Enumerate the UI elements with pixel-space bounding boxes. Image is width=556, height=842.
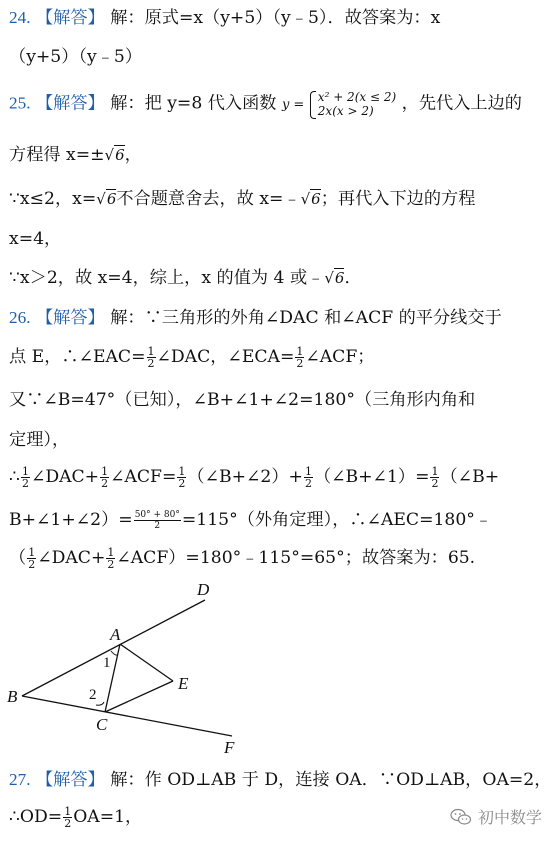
label-b: B (7, 687, 18, 706)
q25-line-5 (9, 267, 550, 289)
q26-text-5e: （∠B+∠1）= (313, 467, 430, 487)
q27-line-1 (9, 769, 550, 791)
fraction-half: $\frac{1}{2}$ (431, 465, 439, 490)
q26-text-5a: ∴ (9, 467, 20, 487)
sqrt-6: √6 (104, 146, 125, 164)
q26-text-6a: B+∠1+∠2）= (9, 510, 133, 530)
fraction-half: $\frac{1}{2}$ (64, 805, 72, 830)
q25-text-4: x=4， (9, 229, 62, 249)
q27-text-2b: OA=1， (73, 807, 143, 827)
q26-text-5c: ∠ACF= (110, 467, 177, 487)
q26-line-5 (9, 466, 550, 489)
q25-line-1 (9, 90, 550, 118)
q25-case-2: 2x(x > 2) (317, 104, 374, 118)
q26-text-6b: =115°（外角定理），∴∠AEC=180°﹣ (181, 510, 493, 530)
q26-text-7a: （ (9, 548, 27, 568)
label-1: 1 (103, 655, 111, 671)
q25-number: 25. (9, 93, 31, 113)
q25-line-4 (9, 228, 550, 250)
sqrt-6: √6 (96, 190, 117, 208)
q24-text-1: 解：原式=x（y+5）（y﹣5）．故答案为：x (110, 8, 441, 28)
q26-answer-tag: 【解答】 (35, 308, 105, 328)
watermark-text: 初中数学 (477, 808, 542, 827)
q26-text-4: 定理）， (9, 430, 70, 450)
q24-number: 24. (9, 8, 31, 27)
q24-answer-tag: 【解答】 (35, 8, 105, 28)
label-a: A (110, 625, 121, 644)
q26-line-3 (9, 389, 550, 411)
fraction-half: $\frac{1}{2}$ (101, 465, 109, 490)
q25-text-3a: ∵x≤2，x= (9, 189, 97, 209)
label-2: 2 (89, 687, 97, 703)
q26-line-4 (9, 429, 550, 451)
angle-arc-1 (111, 651, 118, 655)
q25-text-2a: 方程得 x=± (9, 145, 105, 165)
q25-text-3c: ；再代入下边的方程 (320, 189, 476, 209)
q24-line-2 (9, 46, 550, 68)
q26-text-5b: ∠DAC+ (30, 467, 100, 487)
label-d: D (197, 580, 210, 599)
segment-ae (120, 644, 173, 681)
q27-text-1: 解：作 OD⊥AB 于 D，连接 OA．∵OD⊥AB，OA=2， (110, 770, 552, 790)
q26-text-3: 又∵∠B=47°（已知），∠B+∠1+∠2=180°（三角形内角和 (9, 390, 476, 410)
sqrt-6: √6 (324, 269, 345, 287)
q27-answer-tag: 【解答】 (35, 770, 105, 790)
label-c: C (96, 715, 108, 734)
fraction-half: $\frac{1}{2}$ (178, 465, 186, 490)
fraction-half: $\frac{1}{2}$ (147, 345, 155, 370)
wechat-icon (450, 808, 472, 826)
q24-line-1 (9, 7, 550, 29)
q26-text-1: 解：∵三角形的外角∠DAC 和∠ACF 的平分线交于 (110, 308, 502, 328)
watermark (450, 805, 542, 828)
q25-line-3 (9, 188, 550, 210)
segment-ce (105, 681, 173, 712)
brace-icon (310, 91, 316, 119)
triangle-figure (0, 578, 556, 760)
fraction-half: $\frac{1}{2}$ (107, 546, 115, 571)
q25-text-2b: ， (124, 145, 142, 165)
q26-text-7c: ∠ACF）=180°﹣115°=65°；故答案为：65. (116, 548, 476, 568)
q26-line-2 (9, 346, 550, 369)
q25-piecewise-function (310, 90, 396, 118)
q25-line-2 (9, 144, 550, 166)
q26-text-5d: （∠B+∠2）+ (187, 467, 303, 487)
fraction-angle-sum: $\frac{50^\circ + 80^\circ}{2}$ (134, 510, 180, 531)
q26-line-1 (9, 307, 550, 329)
angle-arc-2 (96, 702, 104, 705)
q26-line-7 (9, 547, 550, 570)
q26-text-5f: （∠B+ (440, 467, 500, 487)
fraction-half: $\frac{1}{2}$ (21, 465, 29, 490)
q25-case-1: x² + 2(x ≤ 2) (317, 90, 397, 104)
fraction-half: $\frac{1}{2}$ (296, 345, 304, 370)
q25-func-y: y = (281, 97, 305, 113)
q26-number: 26. (9, 308, 31, 327)
q26-line-6 (9, 509, 550, 531)
q26-text-2a: 点 E，∴∠EAC= (9, 347, 146, 367)
fraction-half: $\frac{1}{2}$ (304, 465, 312, 490)
q25-text-5b: ． (344, 268, 362, 288)
label-f: F (224, 738, 235, 757)
q27-number: 27. (9, 770, 31, 789)
q25-text-pre: 解：把 y=8 代入函数 (110, 93, 277, 114)
sqrt-6: √6 (300, 190, 321, 208)
q24-text-2: （y+5）（y﹣5） (9, 47, 143, 67)
label-e: E (178, 674, 189, 693)
q25-text-3b: 不合题意舍去，故 x=﹣ (116, 189, 301, 209)
q26-text-2b: ∠DAC，∠ECA= (156, 347, 295, 367)
q25-text-5a: ∵x＞2，故 x=4，综上，x 的值为 4 或﹣ (9, 268, 325, 288)
q27-text-2a: ∴OD= (9, 807, 63, 827)
q26-text-7b: ∠DAC+ (37, 548, 106, 568)
q25-answer-tag: 【解答】 (35, 93, 105, 114)
q26-text-2c: ∠ACF； (305, 347, 375, 367)
fraction-half: $\frac{1}{2}$ (28, 546, 36, 571)
q25-text-post: ，先代入上边的 (401, 93, 522, 114)
